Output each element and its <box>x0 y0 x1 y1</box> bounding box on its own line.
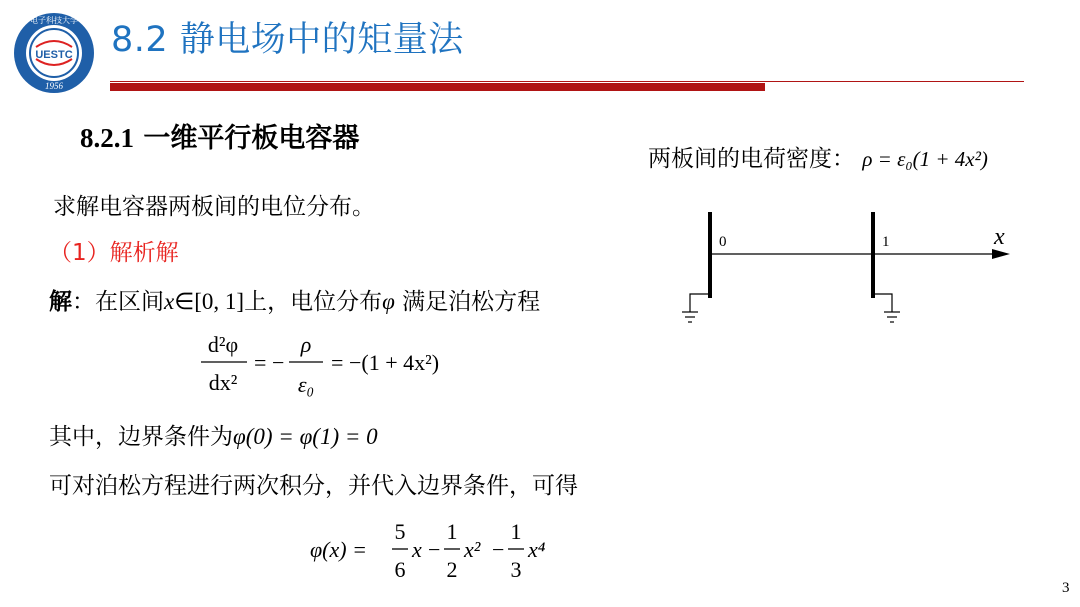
solution-text-c: 满足泊松方程 <box>394 289 541 315</box>
plate-1-label: 1 <box>882 234 890 250</box>
logo-center-text: UESTC <box>35 49 73 61</box>
ground-icon-1 <box>873 294 900 322</box>
x-axis-arrowhead <box>992 249 1010 259</box>
result-t2-variable: x² <box>464 537 481 562</box>
poisson-equation <box>197 328 487 403</box>
poisson-mid-numerator: ρ <box>300 332 312 357</box>
section-heading <box>80 116 359 155</box>
svg-text:−: − <box>492 537 505 562</box>
intro-text: 求解电容器两板间的电位分布。 <box>53 194 375 220</box>
solution-label: 解 <box>49 289 72 315</box>
title-rule-thick <box>110 83 765 91</box>
result-t3-variable: x⁴ <box>528 537 546 562</box>
result-t2-denominator: 2 <box>446 557 458 582</box>
poisson-lhs-numerator: d²φ <box>207 332 239 357</box>
poisson-rhs: −(1 + 4x²) <box>349 350 440 375</box>
interval-variable: x <box>164 289 175 314</box>
charge-density-label: 两板间的电荷密度： <box>648 146 855 172</box>
plate-0-label: 0 <box>719 234 727 250</box>
title-rule-thin <box>110 81 1024 82</box>
solution-text-b: 上，电位分布 <box>244 289 383 315</box>
logo-year: 1956 <box>45 81 63 91</box>
result-equation <box>300 515 590 595</box>
poisson-mid-denominator: ε₀ <box>297 372 315 397</box>
axis-label-x: x <box>994 224 1005 250</box>
potential-symbol: φ <box>382 289 395 314</box>
svg-text:−: − <box>428 537 441 562</box>
interval-in-symbol: ∈ <box>174 289 195 314</box>
charge-density-equation: ρ = ε₀(1 + 4x²) <box>862 147 988 171</box>
section-title: 一维平行板电容器 <box>143 123 360 154</box>
section-number: 8.2.1 <box>80 123 134 153</box>
poisson-minus: − <box>272 350 285 375</box>
boundary-equation: φ(0) = φ(1) = 0 <box>233 424 378 449</box>
integrate-text: 可对泊松方程进行两次积分，并代入边界条件，可得 <box>49 473 578 499</box>
poisson-equals-2: = <box>331 350 344 375</box>
boundary-prefix: 其中，边界条件为 <box>49 424 233 450</box>
ground-icon-0 <box>682 294 710 322</box>
result-t1-numerator: 5 <box>394 519 406 544</box>
logo-top-text: 电子科技大学 <box>30 16 78 25</box>
poisson-lhs-denominator: dx² <box>208 370 238 395</box>
solution-line <box>49 283 540 316</box>
interval: [0, 1] <box>194 289 245 314</box>
result-t1-denominator: 6 <box>394 557 406 582</box>
poisson-equals-1: = <box>254 350 267 375</box>
method-heading: （1）解析解 <box>49 240 179 266</box>
university-logo <box>6 7 102 95</box>
result-t3-denominator: 3 <box>510 557 522 582</box>
solution-text-a: ：在区间 <box>72 289 164 315</box>
result-t1-variable: x <box>412 537 422 562</box>
slide-title: 8.2 静电场中的矩量法 <box>111 20 464 60</box>
page-number: 3 <box>1062 580 1070 596</box>
charge-density-line <box>648 140 988 173</box>
result-t3-numerator: 1 <box>510 519 522 544</box>
result-lhs: φ(x) = <box>310 537 367 562</box>
boundary-line <box>49 418 378 451</box>
capacitor-diagram <box>670 200 1030 335</box>
result-t2-numerator: 1 <box>446 519 458 544</box>
